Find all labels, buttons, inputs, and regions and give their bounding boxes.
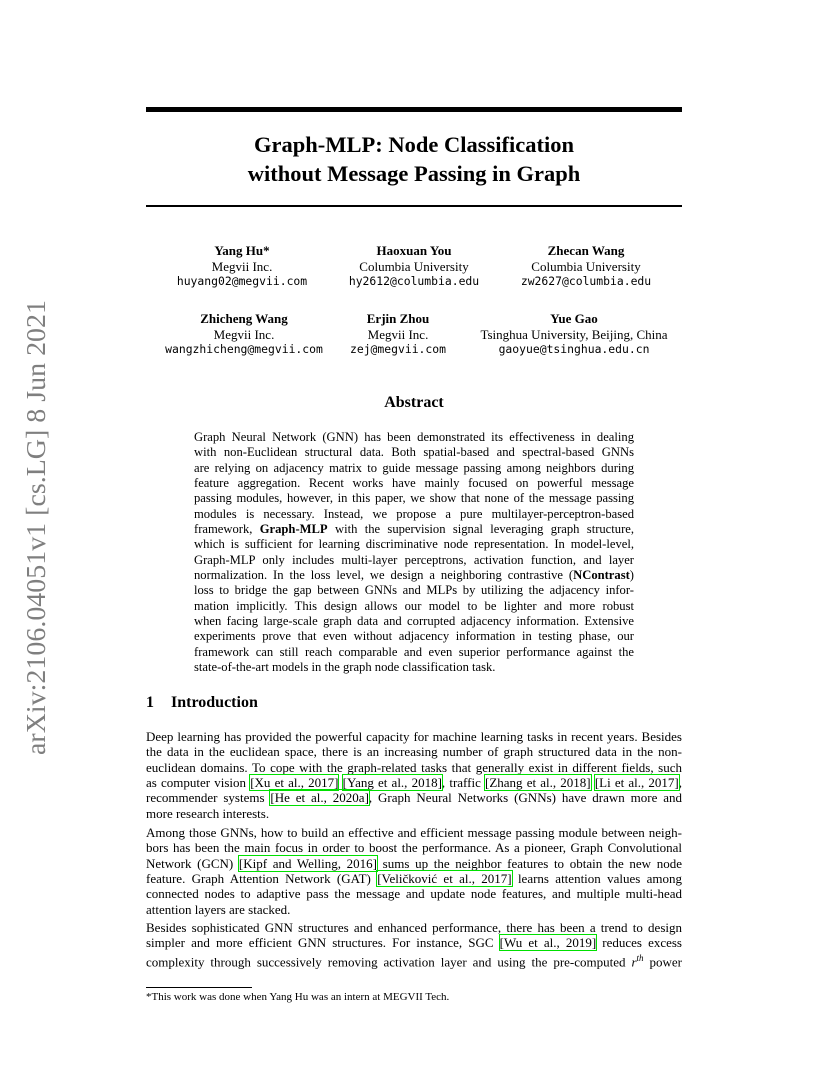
text: as computer vision [146, 775, 251, 791]
paper-title [146, 130, 682, 188]
text: , traffic [441, 775, 486, 791]
author-email: zw2627@columbia.edu [520, 274, 652, 288]
author-affiliation: Megvii Inc. [213, 326, 275, 342]
abstract-line: modules is necessary. Instead, we propose a pure multilayer-perceptron-based [194, 506, 634, 521]
citation-link[interactable]: [Li et al., 2017] [594, 775, 679, 791]
text-line: more research interests. [146, 805, 270, 821]
text-line [146, 935, 682, 950]
text: Network (GCN) [146, 855, 239, 871]
intro-paragraph-2 [146, 825, 682, 917]
author-block [146, 243, 338, 290]
citation-link[interactable]: [He et al., 2020a] [270, 790, 369, 806]
loss-name: NContrast [573, 568, 630, 583]
text: feature. Graph Attention Network (GAT) [146, 871, 378, 887]
text-line: Deep learning has provided the powerful capacity for machine learning tasks in recent years. Besides [146, 729, 682, 744]
abstract-text: framework, [194, 522, 260, 537]
abstract-line: loss to bridge the gap between GNNs and MLPs by utilizing the adjacency infor- [194, 583, 634, 598]
title-rule-bottom [146, 205, 682, 207]
text-line: Besides sophisticated GNN structures and enhanced performance, there has been a trend to design [146, 920, 682, 935]
abstract-line [194, 568, 634, 583]
author-name: Haoxuan You [376, 243, 452, 258]
citation-link[interactable]: [Kipf and Welling, 2016] [238, 855, 378, 871]
author-name: Yue Gao [550, 311, 598, 326]
text: power [643, 954, 682, 970]
arxiv-stamp-svg [5, 300, 65, 760]
abstract-line: with non-Euclidean structural data. Both spatial-based and spectral-based GNNs [194, 445, 634, 460]
author-affiliation: Columbia University [531, 258, 641, 274]
abstract-line: framework can still reach comparable and even superior performance against the [194, 644, 634, 659]
abstract-line: are relying on adjacency matrix to guide message passing among neighbors during [194, 460, 634, 475]
text-line [146, 871, 682, 886]
text-line: the data in the euclidean space, there is an increasing number of graph structured data in the non- [146, 744, 682, 760]
abstract-line [194, 522, 634, 537]
author-block [338, 311, 458, 358]
intro-paragraph-1 [146, 729, 682, 821]
intro-paragraph-3 [146, 920, 682, 969]
abstract-text: normalization. In the loss level, we design a neighboring contrastive ( [194, 568, 574, 583]
text-line [146, 951, 682, 970]
author-name: Erjin Zhou [366, 311, 430, 326]
author-block [318, 243, 510, 290]
citation-link[interactable]: [Xu et al., 2017] [250, 775, 339, 791]
text: sums up the neighbor features to obtain the new node [377, 855, 682, 871]
author-affiliation: Megvii Inc. [211, 258, 273, 274]
author-email: gaoyue@tsinghua.edu.cn [498, 342, 650, 356]
abstract-line: mation implicitly. This design allows our model to be lighter and more robust [194, 598, 634, 613]
abstract-line: Graph Neural Network (GNN) has been demonstrated its effectiveness in dealing [194, 430, 634, 444]
author-affiliation: Tsinghua University, Beijing, China [480, 326, 668, 342]
author-block [490, 243, 682, 290]
math-superscript: th [636, 952, 644, 963]
text-line: bors has been the main focus in order to boost the performance. As a pioneer, Graph Convolutional [146, 840, 682, 856]
text: complexity through successively removing activation layer and using the pre-computed [146, 954, 632, 970]
author-name: Zhicheng Wang [200, 311, 288, 326]
author-name: Zhecan Wang [547, 243, 625, 258]
text: simpler and more efficient GNN structures. For instance, SGC [146, 935, 500, 951]
author-affiliation: Megvii Inc. [367, 326, 429, 342]
author-email: huyang02@megvii.com [176, 274, 308, 288]
section-title: Introduction [171, 694, 258, 711]
abstract-line: which is sufficient for learning discriminative node representation. In model-level, [194, 537, 634, 552]
citation-link[interactable]: [Veličković et al., 2017] [377, 871, 512, 887]
abstract-line: when facing large-scale graph data and corrupted adjacency information. Extensive [194, 614, 634, 629]
text-line: euclidean domains. To cope with the graph-related tasks that generally exist in different fields, such [146, 759, 682, 775]
author-block [146, 311, 342, 358]
author-name: Yang Hu* [214, 243, 270, 258]
citation-link[interactable]: [Zhang et al., 2018] [485, 775, 591, 791]
text: , [678, 775, 683, 791]
method-name: Graph-MLP [259, 522, 328, 537]
footnote-rule [146, 987, 252, 988]
citation-link[interactable]: [Yang et al., 2018] [342, 775, 442, 791]
abstract-line: feature aggregation. Recent works have mainly focused on powerful message [194, 476, 634, 491]
author-email: zej@megvii.com [349, 342, 446, 356]
author-affiliation: Columbia University [359, 258, 469, 274]
text-line [146, 775, 682, 790]
text-line: connected nodes to adaptive pass the message and update node features, and multiple multi-head [146, 886, 682, 902]
abstract-line: Graph-MLP only includes multi-layer perceptrons, activation function, and layer [194, 552, 634, 567]
footnote: *This work was done when Yang Hu was an intern at MEGVII Tech. [146, 991, 450, 1003]
section-number: 1 [146, 694, 154, 711]
text-line: Among those GNNs, how to build an effective and efficient message passing module between neigh- [146, 825, 682, 840]
author-email: wangzhicheng@megvii.com [165, 342, 323, 356]
title-rule-top [146, 107, 682, 112]
text: recommender systems [146, 790, 271, 806]
author-block [466, 311, 682, 358]
text-line: attention layers are stacked. [146, 901, 291, 917]
abstract-line: experiments prove that even without adjacency information in testing phase, our [194, 629, 634, 644]
abstract-line: passing modules, however, in this paper, we show that none of the message passing [194, 491, 634, 506]
abstract-body [194, 430, 634, 676]
abstract-text: ) [629, 568, 634, 583]
text: , Graph Neural Networks (GNNs) have drawn more and [368, 790, 682, 806]
arxiv-stamp [5, 300, 65, 760]
text-line [146, 856, 682, 871]
author-email: hy2612@columbia.edu [348, 274, 480, 288]
title-line-2: without Message Passing in Graph [247, 161, 581, 186]
abstract-line: state-of-the-art models in the graph node classification task. [194, 660, 496, 675]
math-r: r [631, 954, 637, 970]
title-line-1: Graph-MLP: Node Classification [254, 132, 574, 157]
text: learns attention values among [511, 871, 683, 887]
abstract-heading: Abstract [384, 394, 444, 411]
arxiv-id: arXiv:2106.04051v1 [cs.LG] 8 Jun 2021 [20, 307, 51, 755]
section-heading [146, 694, 682, 712]
text-line [146, 790, 682, 805]
text: reduces excess [596, 935, 682, 951]
abstract-text: with the supervision signal leveraging graph structure, [327, 522, 635, 537]
citation-link[interactable]: [Wu et al., 2019] [499, 935, 597, 951]
